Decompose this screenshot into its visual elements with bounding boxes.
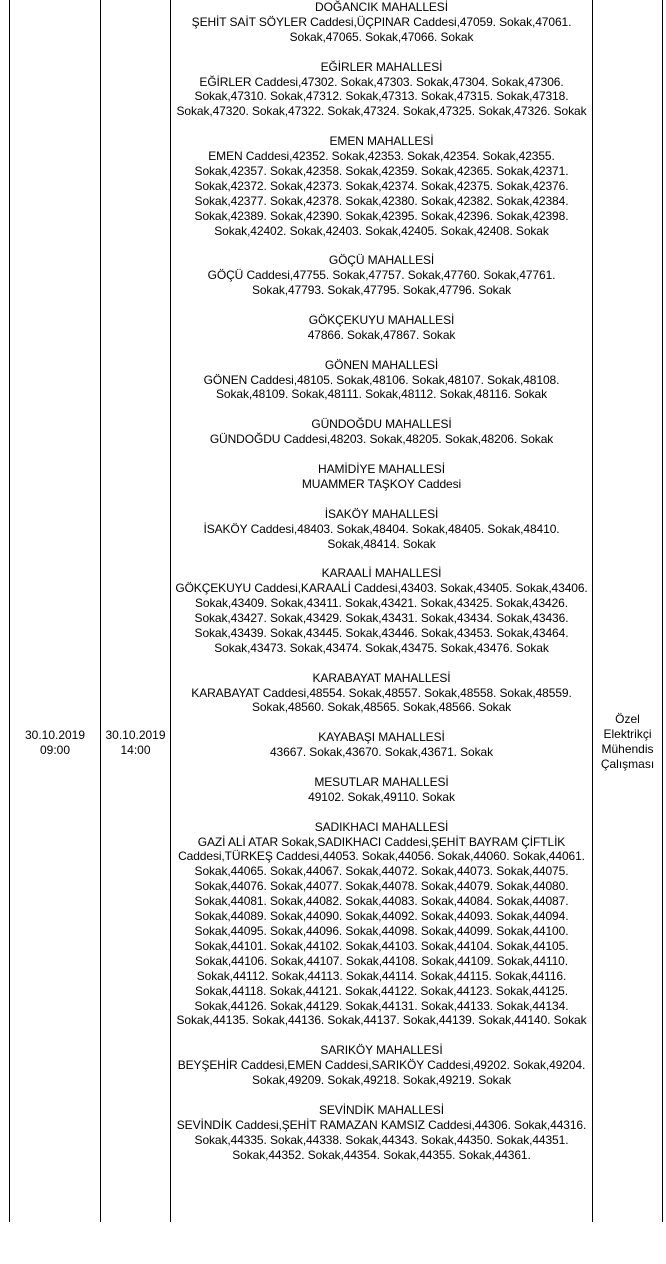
- neighborhood-name: HAMİDİYE MAHALLESİ: [318, 461, 445, 476]
- street-list: GÜNDOĞDU Caddesi,48203. Sokak,48205. Sokak,48206. Sokak: [209, 432, 554, 447]
- neighborhood-name: İSAKÖY MAHALLESİ: [324, 506, 439, 521]
- neighborhood-name: SEVİNDİK MAHALLESİ: [319, 1102, 444, 1117]
- neighborhood-list: [171, 0, 592, 1162]
- neighborhood-name: KAYABAŞI MAHALLESİ: [318, 730, 445, 745]
- reason-line: Elektrikçi: [603, 727, 652, 741]
- street-list: BEYŞEHİR Caddesi,EMEN Caddesi,SARIKÖY Caddesi,49202. Sokak,49204. Sokak,49209. Sokak,49218. Sokak,49219. Sokak: [177, 1058, 586, 1088]
- neighborhood-name: SARIKÖY MAHALLESİ: [320, 1043, 443, 1058]
- neighborhood-section: [171, 253, 592, 298]
- end-datetime-cell: [101, 0, 171, 1222]
- start-date: 30.10.2019: [24, 728, 86, 742]
- neighborhood-section: [171, 820, 592, 1029]
- neighborhood-name: SADIKHACI MAHALLESİ: [314, 819, 449, 834]
- neighborhood-section: [171, 671, 592, 716]
- street-list: 49102. Sokak,49110. Sokak: [308, 789, 455, 804]
- neighborhood-name: GÖKÇEKUYU MAHALLESİ: [308, 312, 455, 327]
- neighborhood-name: GÖNEN MAHALLESİ: [324, 357, 439, 372]
- street-list: ŞEHİT SAİT SÖYLER Caddesi,ÜÇPINAR Caddesi,47059. Sokak,47061. Sokak,47065. Sokak,47066. Sokak: [191, 14, 572, 44]
- reason-line: Mühendis: [601, 742, 654, 756]
- neighborhood-name: KARAALİ MAHALLESİ: [321, 566, 442, 581]
- street-list: MUAMMER TAŞKOY Caddesi: [301, 476, 462, 491]
- neighborhood-name: EĞİRLER MAHALLESİ: [320, 59, 443, 74]
- start-time: 09:00: [39, 743, 71, 757]
- neighborhood-section: [171, 462, 592, 492]
- neighborhood-name: DOĞANCIK MAHALLESİ: [315, 0, 448, 14]
- street-list: EĞİRLER Caddesi,47302. Sokak,47303. Sokak,47304. Sokak,47306. Sokak,47310. Sokak,47312. Sokak,47313. Sokak,47315. Sokak,47318. Sokak,47320. Sokak,47322. Sokak,47324. Sokak,47325. Sokak,47326. Sokak: [176, 74, 587, 119]
- street-list: GAZİ ALİ ATAR Sokak,SADIKHACI Caddesi,ŞEHİT BAYRAM ÇİFTLİK Caddesi,TÜRKEŞ Caddesi,44053. Sokak,44056. Sokak,44060. Sokak,44061. Sokak,44065. Sokak,44067. Sokak,44072. Sokak,44073. Sokak,44075. Sokak,44076. Sokak,44077. Sokak,44078. Sokak,44079. Sokak,44080. Sokak,44081. Sokak,44082. Sokak,44083. Sokak,44084. Sokak,44087. Sokak,44089. Sokak,44090. Sokak,44092. Sokak,44093. Sokak,44094. Sokak,44095. Sokak,44096. Sokak,44098. Sokak,44099. Sokak,44100. Sokak,44101. Sokak,44102. Sokak,44103. Sokak,44104. Sokak,44105. Sokak,44106. Sokak,44107. Sokak,44108. Sokak,44109. Sokak,44110. Sokak,44112. Sokak,44113. Sokak,44114. Sokak,44115. Sokak,44116. Sokak,44118. Sokak,44121. Sokak,44122. Sokak,44123. Sokak,44125. Sokak,44126. Sokak,44129. Sokak,44131. Sokak,44133. Sokak,44134. Sokak,44135. Sokak,44136. Sokak,44137. Sokak,44139. Sokak,44140. Sokak: [176, 834, 587, 1028]
- street-list: GÖNEN Caddesi,48105. Sokak,48106. Sokak,48107. Sokak,48108. Sokak,48109. Sokak,48111. Sokak,48112. Sokak,48116. Sokak: [203, 372, 560, 402]
- end-time: 14:00: [120, 743, 151, 757]
- neighborhood-section: [171, 507, 592, 552]
- neighborhood-section: [171, 566, 592, 655]
- neighborhood-name: GÖÇÜ MAHALLESİ: [328, 253, 435, 268]
- neighborhood-section: [171, 417, 592, 447]
- neighborhood-section: [171, 358, 592, 403]
- neighborhood-section: [171, 60, 592, 120]
- affected-areas-cell: [171, 0, 593, 1222]
- street-list: 43667. Sokak,43670. Sokak,43671. Sokak: [269, 745, 494, 760]
- neighborhood-name: MESUTLAR MAHALLESİ: [314, 774, 449, 789]
- end-date: 30.10.2019: [105, 728, 166, 742]
- neighborhood-section: [171, 0, 592, 45]
- street-list: EMEN Caddesi,42352. Sokak,42353. Sokak,42354. Sokak,42355. Sokak,42357. Sokak,42358. Sokak,42359. Sokak,42365. Sokak,42371. Sokak,42372. Sokak,42373. Sokak,42374. Sokak,42375. Sokak,42376. Sokak,42377. Sokak,42378. Sokak,42380. Sokak,42382. Sokak,42384. Sokak,42389. Sokak,42390. Sokak,42395. Sokak,42396. Sokak,42398. Sokak,42402. Sokak,42403. Sokak,42405. Sokak,42408. Sokak: [194, 149, 569, 238]
- street-list: SEVİNDİK Caddesi,ŞEHİT RAMAZAN KAMSIZ Caddesi,44306. Sokak,44316. Sokak,44335. Sokak,44338. Sokak,44343. Sokak,44350. Sokak,44351. Sokak,44352. Sokak,44354. Sokak,44355. Sokak,44361.: [176, 1117, 587, 1162]
- neighborhood-section: [171, 775, 592, 805]
- reason-line: Çalışması: [600, 757, 655, 771]
- street-list: KARABAYAT Caddesi,48554. Sokak,48557. Sokak,48558. Sokak,48559. Sokak,48560. Sokak,48565. Sokak,48566. Sokak: [191, 685, 572, 715]
- neighborhood-name: KARABAYAT MAHALLESİ: [312, 670, 451, 685]
- start-datetime-cell: [10, 0, 101, 1222]
- neighborhood-name: GÜNDOĞDU MAHALLESİ: [311, 417, 452, 432]
- street-list: GÖKÇEKUYU Caddesi,KARAALİ Caddesi,43403. Sokak,43405. Sokak,43406. Sokak,43409. Sokak,43411. Sokak,43421. Sokak,43425. Sokak,43426. Sokak,43427. Sokak,43429. Sokak,43431. Sokak,43434. Sokak,43436. Sokak,43439. Sokak,43445. Sokak,43446. Sokak,43453. Sokak,43464. Sokak,43473. Sokak,43474. Sokak,43475. Sokak,43476. Sokak: [175, 581, 588, 655]
- neighborhood-section: [171, 313, 592, 343]
- street-list: GÖÇÜ Caddesi,47755. Sokak,47757. Sokak,47760. Sokak,47761. Sokak,47793. Sokak,47795. Sokak,47796. Sokak: [207, 268, 556, 298]
- street-list: İSAKÖY Caddesi,48403. Sokak,48404. Sokak,48405. Sokak,48410. Sokak,48414. Sokak: [203, 521, 560, 551]
- outage-table-row: [9, 0, 663, 1222]
- street-list: 47866. Sokak,47867. Sokak: [307, 327, 456, 342]
- neighborhood-section: [171, 1043, 592, 1088]
- neighborhood-name: EMEN MAHALLESİ: [329, 134, 434, 149]
- neighborhood-section: [171, 134, 592, 238]
- neighborhood-section: [171, 1103, 592, 1163]
- reason-cell: [593, 0, 662, 1222]
- neighborhood-section: [171, 730, 592, 760]
- reason-line: Özel: [615, 712, 640, 726]
